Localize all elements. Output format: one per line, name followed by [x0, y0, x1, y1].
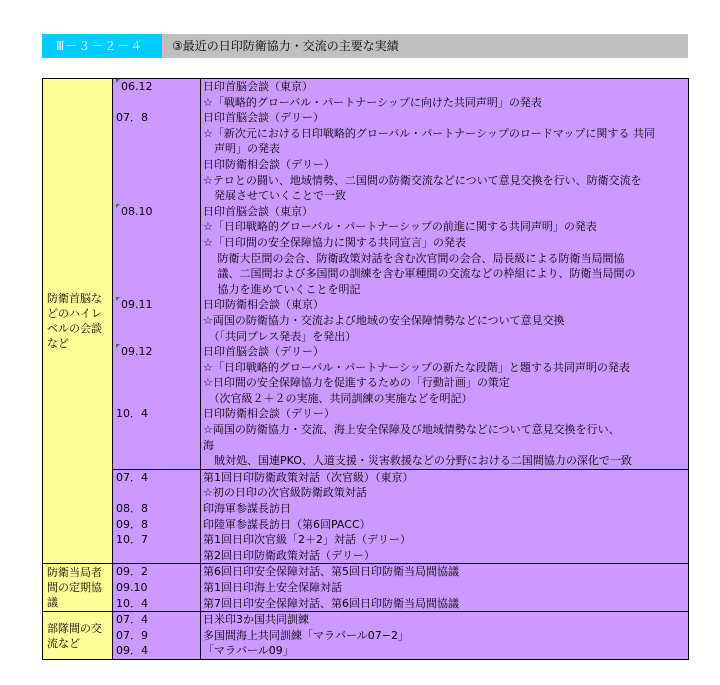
date-label: [116, 204, 198, 220]
event-line: 第1回日印次官級「2＋2」対話（デリー）: [203, 533, 411, 547]
date-spacer: [116, 157, 198, 173]
date-label: [116, 406, 198, 422]
event-line: 第1回日印海上安全保障対話: [203, 581, 342, 594]
event-line: 多国間海上共同訓練「マラバール07−2」: [203, 628, 409, 642]
event-line: 海: [203, 438, 214, 452]
event-line: ☆両国の防衛協力・交流、海上安全保障及び地域情勢などについて意見交換を行い、: [203, 423, 620, 437]
event-line: 発展させていくことで一致: [203, 189, 346, 203]
events-cell: [201, 469, 689, 564]
date-label: [116, 79, 198, 95]
event-line: 日印首脳会談（東京）: [203, 204, 313, 218]
date-text: 07．8: [116, 111, 148, 125]
date-text: 08．8: [116, 502, 148, 516]
date-label: [116, 470, 198, 486]
date-text: 08.10: [121, 204, 153, 218]
event-line: 協力を進めていくことを明記: [203, 282, 361, 296]
date-cell: [113, 612, 201, 660]
event-line: 印陸軍参謀長訪日（第6回PACC）: [203, 517, 371, 531]
event-line: ☆「日印間の安全保障協力に関する共同宣言」の発表: [203, 235, 466, 249]
date-spacer: [116, 235, 198, 251]
date-text: 09．8: [116, 517, 148, 531]
table-row: [43, 612, 689, 660]
event-line: ☆日印間の安全保障協力を促進するための「行動計画」の策定: [203, 376, 510, 390]
date-spacer: [116, 422, 198, 438]
event-line: ☆「日印戦略的グローバル・パートナーシップの新たな段階」と題する共同声明の発表: [203, 360, 630, 374]
date-text: 07．4: [116, 470, 148, 484]
date-spacer: [116, 485, 198, 501]
table-row: [43, 564, 689, 612]
date-text: 09．2: [116, 565, 148, 579]
date-text: 09.12: [121, 345, 153, 359]
category-cell: 防衛首脳などのハイレベルの会談など: [43, 79, 113, 564]
event-line: ☆テロとの闘い、地域情勢、二国間の防衛交流などについて意見交換を行い、防衛交流を: [203, 173, 642, 187]
date-text: 10．4: [116, 596, 148, 610]
date-spacer: [116, 188, 198, 204]
event-line: （「共同プレス発表」を発出）: [203, 329, 357, 343]
date-label: [116, 344, 198, 360]
date-spacer: [116, 313, 198, 329]
event-line: 議、二国間および多国間の訓練を含む軍種間の交流などの枠組により、防衛当局間の: [203, 267, 636, 281]
date-spacer: [116, 282, 198, 298]
date-cell: [113, 469, 201, 564]
date-text: 07．9: [116, 628, 148, 642]
date-spacer: [116, 95, 198, 111]
event-line: 防衛大臣間の会合、防衛政策対話を含む次官間の会合、局長級による防衛当局間協: [203, 251, 625, 265]
date-label: [116, 580, 198, 596]
date-label: [116, 612, 198, 628]
cell-marker-icon: [116, 297, 120, 301]
date-spacer: [116, 329, 198, 345]
event-line: ☆両国の防衛協力・交流および地域の安全保障情勢などについて意見交換: [203, 313, 565, 327]
event-line: 日米印3か国共同訓練: [203, 613, 309, 627]
date-text: 10．7: [116, 533, 148, 547]
event-line: 「マラバール09」: [203, 644, 294, 658]
date-text: 07．4: [116, 613, 148, 627]
table-row: [43, 79, 689, 470]
defense-cooperation-table: [42, 78, 689, 660]
event-line: ☆初の日印の次官級防衛政策対話: [203, 486, 367, 500]
event-line: 日印防衛相会談（デリー）: [203, 407, 335, 421]
date-label: [116, 501, 198, 517]
date-label: [116, 628, 198, 644]
event-line: 日印防衛相会談（東京）: [203, 298, 324, 312]
table-row: [43, 469, 689, 564]
event-line: （次官級２＋２の実施、共同訓練の実施などを明記）: [203, 391, 473, 405]
date-label: [116, 110, 198, 126]
date-spacer: [116, 173, 198, 189]
event-line: ☆「日印戦略的グローバル・パートナーシップの前進に関する共同声明」の発表: [203, 220, 597, 234]
events-cell: [201, 612, 689, 660]
event-line: 第7回日印安全保障対話、第6回日印防衛当局間協議: [203, 596, 459, 610]
date-spacer: [116, 126, 198, 142]
event-line: 日印防衛相会談（デリー）: [203, 157, 335, 171]
event-line: 第1回日印防衛政策対話（次官級）（東京）: [203, 470, 414, 484]
date-spacer: [116, 141, 198, 157]
date-spacer: [116, 251, 198, 267]
date-label: [116, 297, 198, 313]
figure-header: [42, 34, 688, 58]
cell-marker-icon: [116, 344, 120, 348]
date-label: [116, 532, 198, 548]
date-text: 09.10: [116, 581, 148, 594]
event-line: 日印首脳会談（デリー）: [203, 111, 324, 125]
date-spacer: [116, 266, 198, 282]
date-spacer: [116, 453, 198, 469]
event-line: ☆「新次元における日印戦略的グローバル・パートナーシップのロードマップに関する 共同: [203, 126, 655, 140]
event-line: 日印首脳会談（東京）: [203, 80, 313, 93]
date-text: 06.12: [121, 80, 153, 93]
date-spacer: [116, 548, 198, 564]
cell-marker-icon: [116, 204, 120, 208]
events-cell: [201, 564, 689, 612]
event-line: 日印首脳会談（デリー）: [203, 345, 324, 359]
event-line: 第6回日印安全保障対話、第5回日印防衛当局間協議: [203, 565, 459, 579]
figure-number: Ⅲ－３－２－４: [42, 34, 162, 58]
date-label: [116, 643, 198, 659]
date-text: 09.11: [121, 298, 153, 312]
date-spacer: [116, 438, 198, 454]
date-cell: [113, 79, 201, 470]
date-cell: [113, 564, 201, 612]
category-cell: 部隊間の交流など: [43, 612, 113, 660]
date-spacer: [116, 375, 198, 391]
date-text: 10．4: [116, 407, 148, 421]
figure-title: ③最近の日印防衛協力・交流の主要な実績: [162, 34, 688, 58]
category-cell: 防衛当局者間の定期協議: [43, 564, 113, 612]
date-label: [116, 517, 198, 533]
cell-marker-icon: [116, 79, 120, 83]
date-label: [116, 564, 198, 580]
date-spacer: [116, 391, 198, 407]
event-line: 賊対処、国連PKO、人道支援・災害救援などの分野における二国間協力の深化で一致: [203, 454, 632, 468]
event-line: 印海軍参謀長訪日: [203, 502, 291, 516]
event-line: 第2回日印防衛政策対話（デリー）: [203, 548, 375, 562]
event-line: 声明」の発表: [203, 142, 280, 156]
date-spacer: [116, 219, 198, 235]
date-spacer: [116, 360, 198, 376]
date-text: 09．4: [116, 644, 148, 658]
events-cell: [201, 79, 689, 470]
event-line: ☆「戦略的グローバル・パートナーシップに向けた共同声明」の発表: [203, 95, 542, 109]
date-label: [116, 596, 198, 612]
